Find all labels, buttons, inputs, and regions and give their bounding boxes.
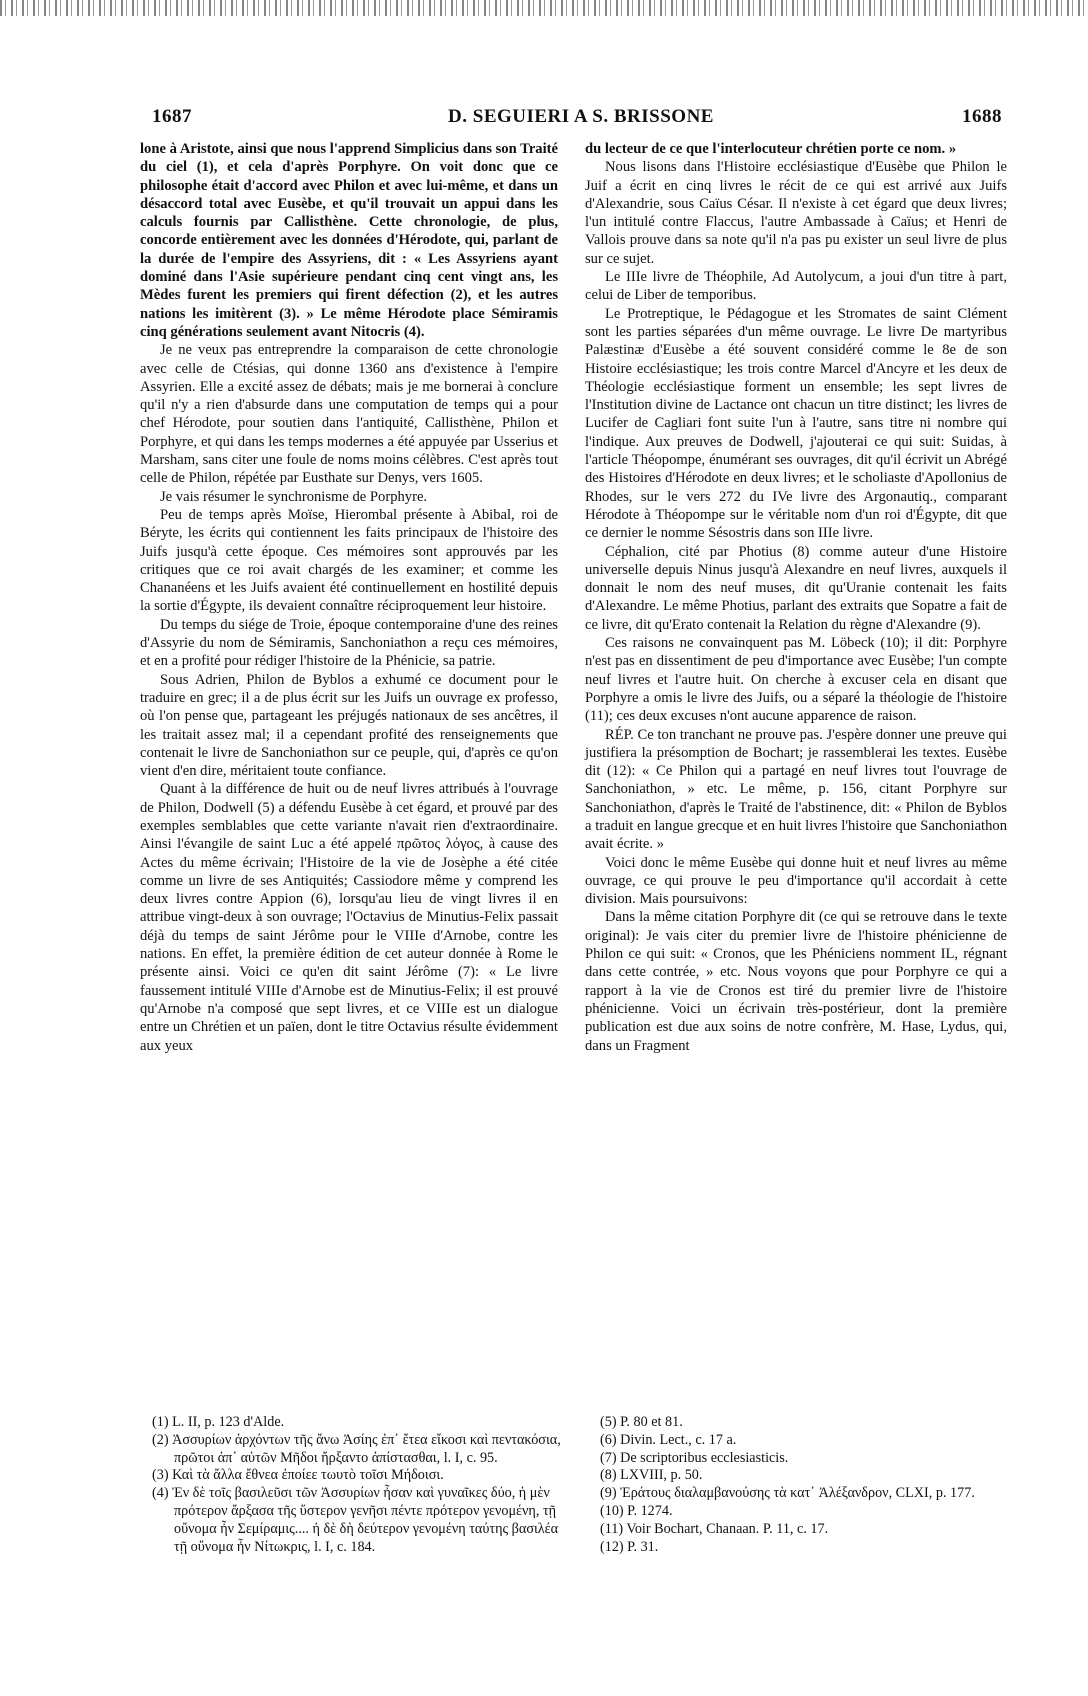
paragraph: Sous Adrien, Philon de Byblos a exhumé ce document pour le traduire en grec; il a de plus écrit sur les Juifs un ouvrage ex professo, où l'on pense que, partageant les préjugés nationaux de ses ancêtres, il les traitait assez mal; il a cependant profité des renseignements que contenait le livre de Sanchoniathon sur ce peuple, qui, d'après ce qu'on vient d'en dire, méritaient toute confiance. bbox=[140, 671, 558, 780]
paragraph: Céphalion, cité par Photius (8) comme auteur d'une Histoire universelle depuis Ninus jusqu'à Alexandre en neuf livres, auxquels il donnait le nom des neuf muses, dit qu'Uranie contenait les faits d'Alexandre. Le même Photius, parlant des extraits que Sopatre a fait de ce livre, dit qu'Erato contenait la Relation du règne d'Alexandre (9). bbox=[585, 543, 1007, 633]
paragraph: Je ne veux pas entreprendre la comparaison de cette chronologie avec celle de Ctésias, qui donne 1360 ans d'existence à l'empire Assyrien. Elle a excité assez de débats; mais je me bornerai à conclure qu'il n'y a rien d'absurde dans une computation de temps qui a pour chef Hérodote, pour soutien dans l'antiquité, Callisthène, Philon et Porphyre, et qui dans les temps modernes a été appuyée par Usserius et Marsham, sans citer une foule de noms moins célèbres. C'est après tout celle de Philon, répétée par Eusthate sur Denys, vers 1605. bbox=[140, 342, 558, 487]
scan-edge-artifact bbox=[0, 0, 1088, 16]
paragraph: Dans la même citation Porphyre dit (ce qui se retrouve dans le texte original): Je vais citer du premier livre de l'histoire phénicienne de Philon ce qui suit: « Cronos, que les Phéniciens nomment IL, régnant dans cette contrée, » etc. Nous voyons que pour Porphyre ce qui a rapport à la vie de Cronos est tiré du premier livre de l'histoire phénicienne. Voici un écrivain très-postérieur, dont la première publication est due aux soins de notre confrère, M. Hase, Lydus, qui, dans un Fragment bbox=[585, 909, 1007, 1054]
footnote: (9) Ἐράτους διαλαμβανούσης τὰ κατ᾽ Ἀλέξανδρον, CLXI, p. 177. bbox=[600, 1485, 975, 1502]
footnotes-right bbox=[600, 1414, 1005, 1556]
footnote: (8) LXVIII, p. 50. bbox=[600, 1467, 703, 1484]
column-number-right: 1688 bbox=[962, 106, 1002, 127]
paragraph: Quant à la différence de huit ou de neuf livres attribués à l'ouvrage de Philon, Dodwell (5) a défendu Eusèbe à cet égard, et prouvé par des exemples semblables que cette variante n'avait rien d'extraordinaire. Ainsi l'évangile de saint Luc a été appelé πρῶτος λόγος, à cause des Actes du même écrivain; l'Histoire de la vie de Josèphe a été citée comme un livre de ses Antiquités; Cassiodore même y comprend les deux livres contre Appion (6), lorsqu'au lieu de vingt livres il en attribue vingt-deux à son ouvrage; l'Octavius de Minutius-Felix passait déjà du temps de saint Jérôme pour le VIIIe d'Arnobe, contre les nations. En effet, la première édition de cet auteur donnée à Rome le présente ainsi. Voici ce qu'en dit saint Jérôme (7): « Le livre faussement intitulé VIIIe d'Arnobe est de Minutius-Felix; il est prouvé qu'Arnobe n'a composé que sept livres, et ce VIIIe est un dialogue entre un Chrétien et un païen, dont le titre Octavius résulte évidemment aux yeux bbox=[140, 781, 558, 1054]
footnote: (11) Voir Bochart, Chanaan. P. 11, c. 17. bbox=[600, 1520, 829, 1537]
paragraph: Peu de temps après Moïse, Hierombal présente à Abibal, roi de Béryte, les écrits qui contiennent les faits principaux de l'histoire des Juifs jusqu'à cette époque. Ces mémoires sont approuvés par les critiques que ce roi avait chargés de les examiner; et comme les Chananéens et les Juifs avaient été continuellement en hostilité depuis la sortie d'Égypte, ils devaient connaître réciproquement leur histoire. bbox=[140, 506, 558, 615]
paragraph: Je vais résumer le synchronisme de Porphyre. bbox=[160, 488, 428, 505]
footnote: (3) Καὶ τὰ ἄλλα ἔθνεα ἐποίεε τωυτὸ τοῖσι Μήδοισι. bbox=[152, 1467, 444, 1484]
paragraph: Le IIIe livre de Théophile, Ad Autolycum, a joui d'un titre à part, celui de Liber de temporibus. bbox=[585, 269, 1007, 304]
footnote: (7) De scriptoribus ecclesiasticis. bbox=[600, 1449, 789, 1466]
paragraph: lone à Aristote, ainsi que nous l'apprend Simplicius dans son Traité du ciel (1), et cela d'après Porphyre. On voit donc que ce philosophe était d'accord avec Philon et avec lui-même, et dans un désaccord total avec Eusèbe, et qu'il trouvait un appui dans les calculs fournis par Callisthène. Cette chronologie, de plus, concorde entièrement avec les données d'Hérodote, qui, parlant de la durée de l'empire des Assyriens, dit : « Les Assyriens ayant dominé dans l'Asie supérieure pendant cinq cent vingt ans, les Mèdes furent les premiers qui firent défection (2), et les autres nations les imitèrent (3). » Le même Hérodote place Sémiramis cinq générations seulement avant Nitocris (4). bbox=[140, 141, 558, 340]
paragraph: du lecteur de ce que l'interlocuteur chrétien porte ce nom. » bbox=[585, 141, 957, 157]
footnote: (4) Ἐν δὲ τοῖς βασιλεῦσι τῶν Ἀσσυρίων ἦσαν καὶ γυναῖκες δύο, ἡ μὲν πρότερον ἄρξασα τῆς ὕστερον γενῆσι πέντε πρότερον γενομένη, τῇ οὔνομα ἦν Σεμίραμις.... ἡ δὲ δὴ δεύτερον γενομένη ταύτης βασιλέα τῇ οὔνομα ἦν Νίτωκρις, l. I, c. 184. bbox=[152, 1485, 559, 1555]
footnote: (1) L. II, p. 123 d'Alde. bbox=[152, 1414, 285, 1430]
paragraph: RÉP. Ce ton tranchant ne prouve pas. J'espère donner une preuve qui justifiera la présomption de Bochart; je rassemblerai les textes. Eusèbe dit (12): « Ce Philon qui a partagé en neuf livres tout l'ouvrage de Sanchoniathon, » etc. Le même, p. 156, citant Porphyre sur Sanchoniathon, d'après le Traité de l'abstinence, dit: « Philon de Byblos a traduit en langue grecque et en huit livres l'histoire que Sanchoniathon avait écrite. » bbox=[585, 726, 1007, 853]
running-title: D. SEGUIERI A S. BRISSONE bbox=[448, 106, 714, 127]
page-header bbox=[152, 106, 1010, 136]
footnote: (10) P. 1274. bbox=[600, 1502, 673, 1519]
paragraph: Ces raisons ne convainquent pas M. Löbeck (10); il dit: Porphyre n'est pas en dissentiment de peu d'importance avec Eusèbe; l'un compte neuf livres et l'autre huit. On cherche à excuser cela en disant que Porphyre a omis le livre des Juifs, ou a séparé la théologie de l'histoire (11); ces deux excuses n'ont aucune apparence de raison. bbox=[585, 635, 1007, 725]
footnote: (2) Ἀσσυρίων ἀρχόντων τῆς ἄνω Ἀσίης ἐπ᾽ ἔτεα εἴκοσι καὶ πεντακόσια, πρῶτοι ἀπ᾽ αὐτῶν Μῆδοι ἤρξαντο ἀπίστασθαι, l. I, c. 95. bbox=[152, 1431, 561, 1466]
footnote: (12) P. 31. bbox=[600, 1538, 659, 1555]
left-text-column bbox=[140, 140, 558, 1055]
right-text-column bbox=[585, 140, 1007, 1055]
paragraph: Du temps du siége de Troie, époque contemporaine d'une des reines d'Assyrie du nom de Sémiramis, Sanchoniathon a reçu ces mémoires, et en a profité pour rédiger l'histoire de la Phénicie, sa patrie. bbox=[140, 616, 558, 670]
paragraph: Nous lisons dans l'Histoire ecclésiastique d'Eusèbe que Philon le Juif a écrit en cinq livres le récit de ce qui est arrivé aux Juifs d'Alexandrie, sous Caïus César. Il n'existe à cet égard que deux livres; l'un intitulé contre Flaccus, l'autre Ambassade à Caïus; et Henri de Vallois prouve dans sa note qu'il n'a pas pu exister un seul livre de plus sur ce sujet. bbox=[585, 159, 1007, 267]
footnotes-left bbox=[152, 1414, 572, 1556]
footnote: (5) P. 80 et 81. bbox=[600, 1414, 683, 1430]
column-number-left: 1687 bbox=[152, 106, 192, 127]
paragraph: Voici donc le même Eusèbe qui donne huit et neuf livres au même ouvrage, ce qui prouve le peu d'importance qu'il accordait à cette division. Mais poursuivons: bbox=[585, 854, 1007, 908]
footnote: (6) Divin. Lect., c. 17 a. bbox=[600, 1431, 737, 1448]
paragraph: Le Protreptique, le Pédagogue et les Stromates de saint Clément sont les parties séparées d'un même ouvrage. Le livre De martyribus Palæstinæ d'Eusèbe a été souvent considéré comme le 8e de son Histoire ecclésiastique; les trois contre Marcel d'Ancyre et les deux de Théologie ecclésiastique forment un ensemble; les sept livres de l'Institution divine de Lactance ont chacun un titre distinct; les livres de Lucifer de Cagliari font suite l'un à l'autre, sans titre ni nombre qui l'indique. Aux preuves de Dodwell, j'ajouterai ce qui suit: Suidas, à l'article Théopompe, énumérant ses ouvrages, dit qu'il écrivit un Abrégé des Histoires d'Hérodote en deux livres; et le scholiaste d'Apollonius de Rhodes, sur le vers 272 du IVe livre des Argonautiq., comparant Hérodote à Théopompe sur le véritable nom d'un roi d'Égypte, dit que ce dernier le nomme Sésostris dans son IIIe livre. bbox=[585, 305, 1007, 542]
